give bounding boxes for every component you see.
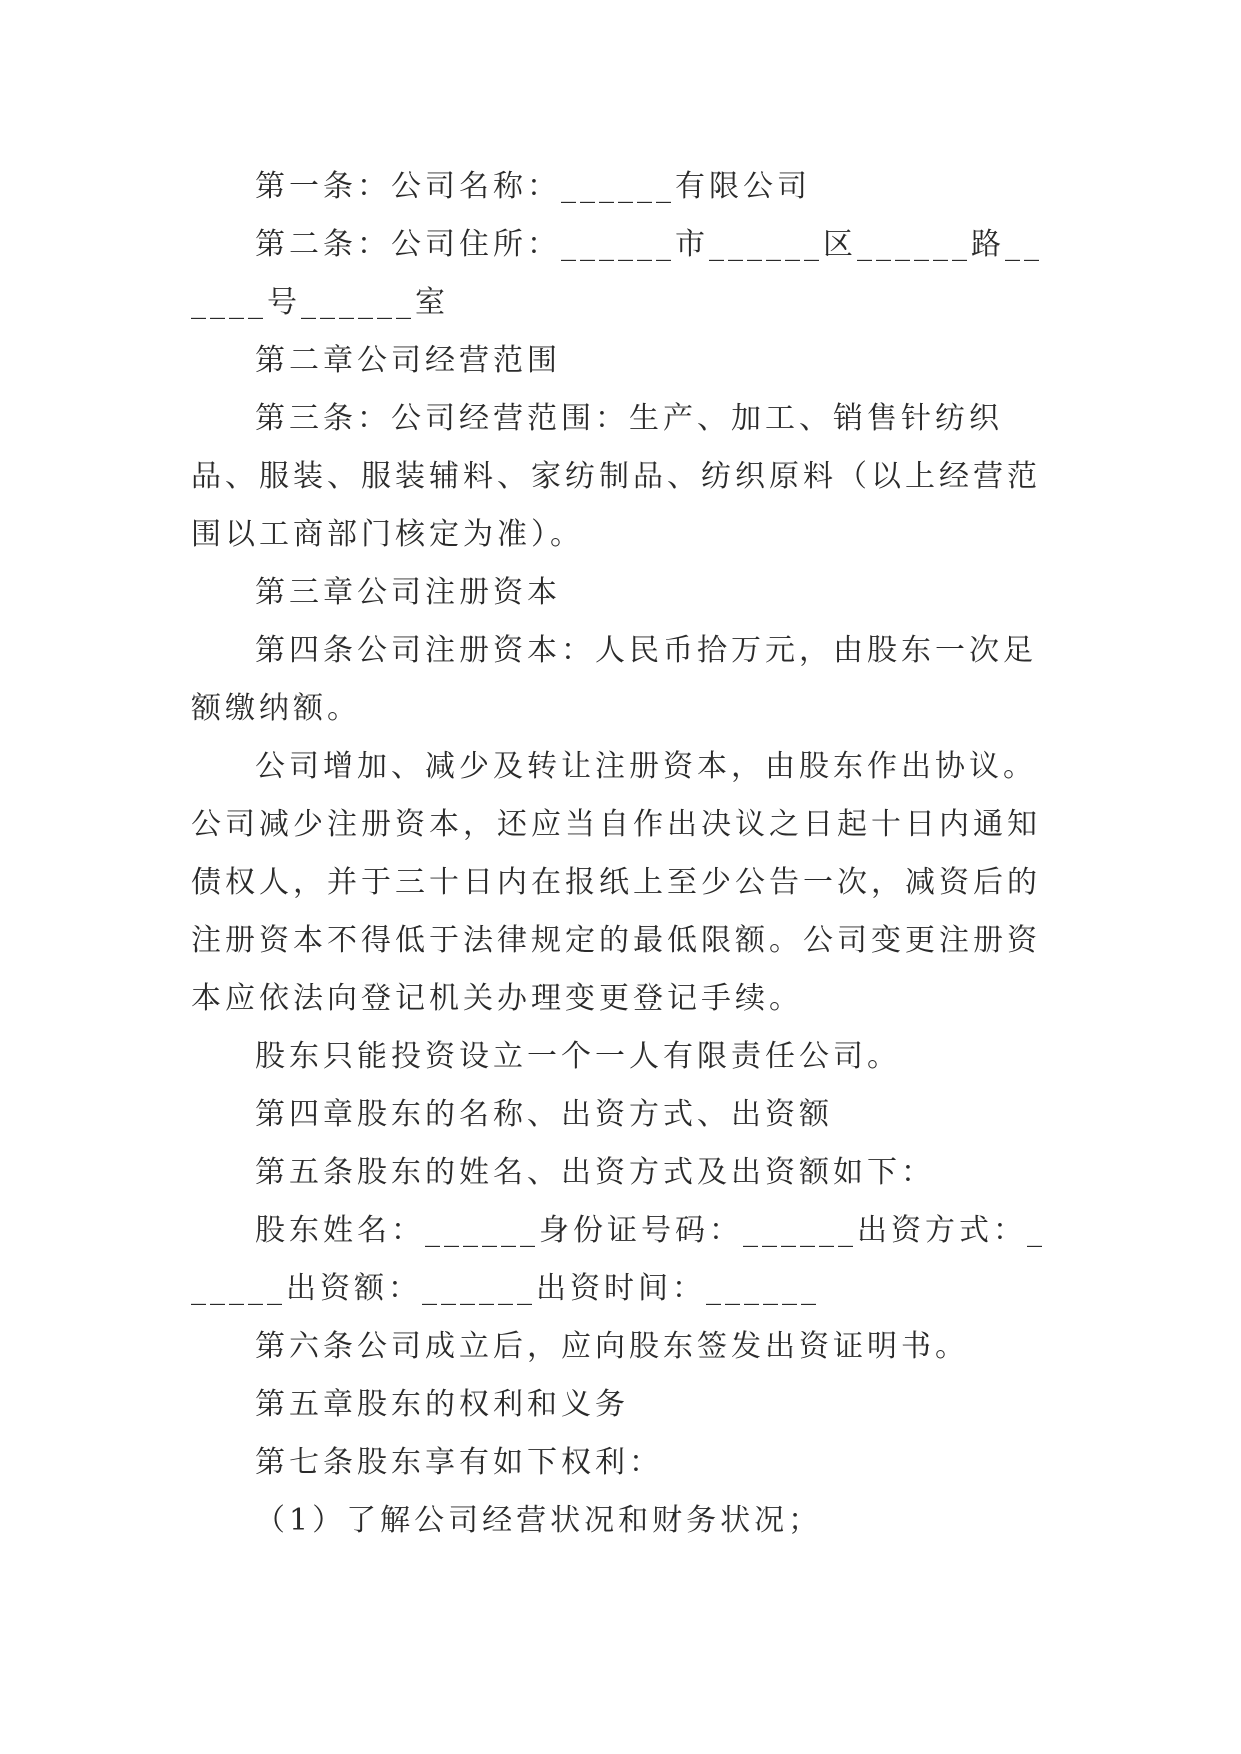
article-3-business-scope: 第三条：公司经营范围：生产、加工、销售针纺织品、服装、服装辅料、家纺制品、纺织原料（以上经营范围以工商部门核定为准）。 <box>191 401 1041 552</box>
article-4-registered-capital: 第四条公司注册资本：人民币拾万元，由股东一次足额缴纳额。 <box>191 633 1037 726</box>
chapter-3-heading: 第三章公司注册资本 <box>255 575 561 610</box>
rights-item-1: （1）了解公司经营状况和财务状况； <box>255 1503 823 1538</box>
article-2-company-address: 第二条：公司住所：______市______区______路______号______室 <box>191 227 1043 320</box>
article-6-certificate: 第六条公司成立后，应向股东签发出资证明书。 <box>255 1329 969 1364</box>
document-body <box>191 158 1051 1550</box>
article-1-company-name: 第一条：公司名称：______有限公司 <box>255 169 811 204</box>
article-5-shareholder-info: 第五条股东的姓名、出资方式及出资额如下： <box>255 1155 935 1190</box>
capital-change-paragraph: 公司增加、减少及转让注册资本，由股东作出协议。公司减少注册资本，还应当自作出决议之日起十日内通知债权人，并于三十日内在报纸上至少公告一次，减资后的注册资本不得低于法律规定的最低限额。公司变更注册资本应依法向登记机关办理变更登记手续。 <box>191 749 1041 1016</box>
chapter-2-heading: 第二章公司经营范围 <box>255 343 561 378</box>
chapter-4-heading: 第四章股东的名称、出资方式、出资额 <box>255 1097 833 1132</box>
article-7-rights: 第七条股东享有如下权利： <box>255 1445 663 1480</box>
chapter-5-heading: 第五章股东的权利和义务 <box>255 1387 629 1422</box>
shareholder-fields-paragraph: 股东姓名：______身份证号码：______出资方式：______出资额：______出资时间：______ <box>191 1213 1046 1306</box>
single-company-paragraph: 股东只能投资设立一个一人有限责任公司。 <box>255 1039 901 1074</box>
